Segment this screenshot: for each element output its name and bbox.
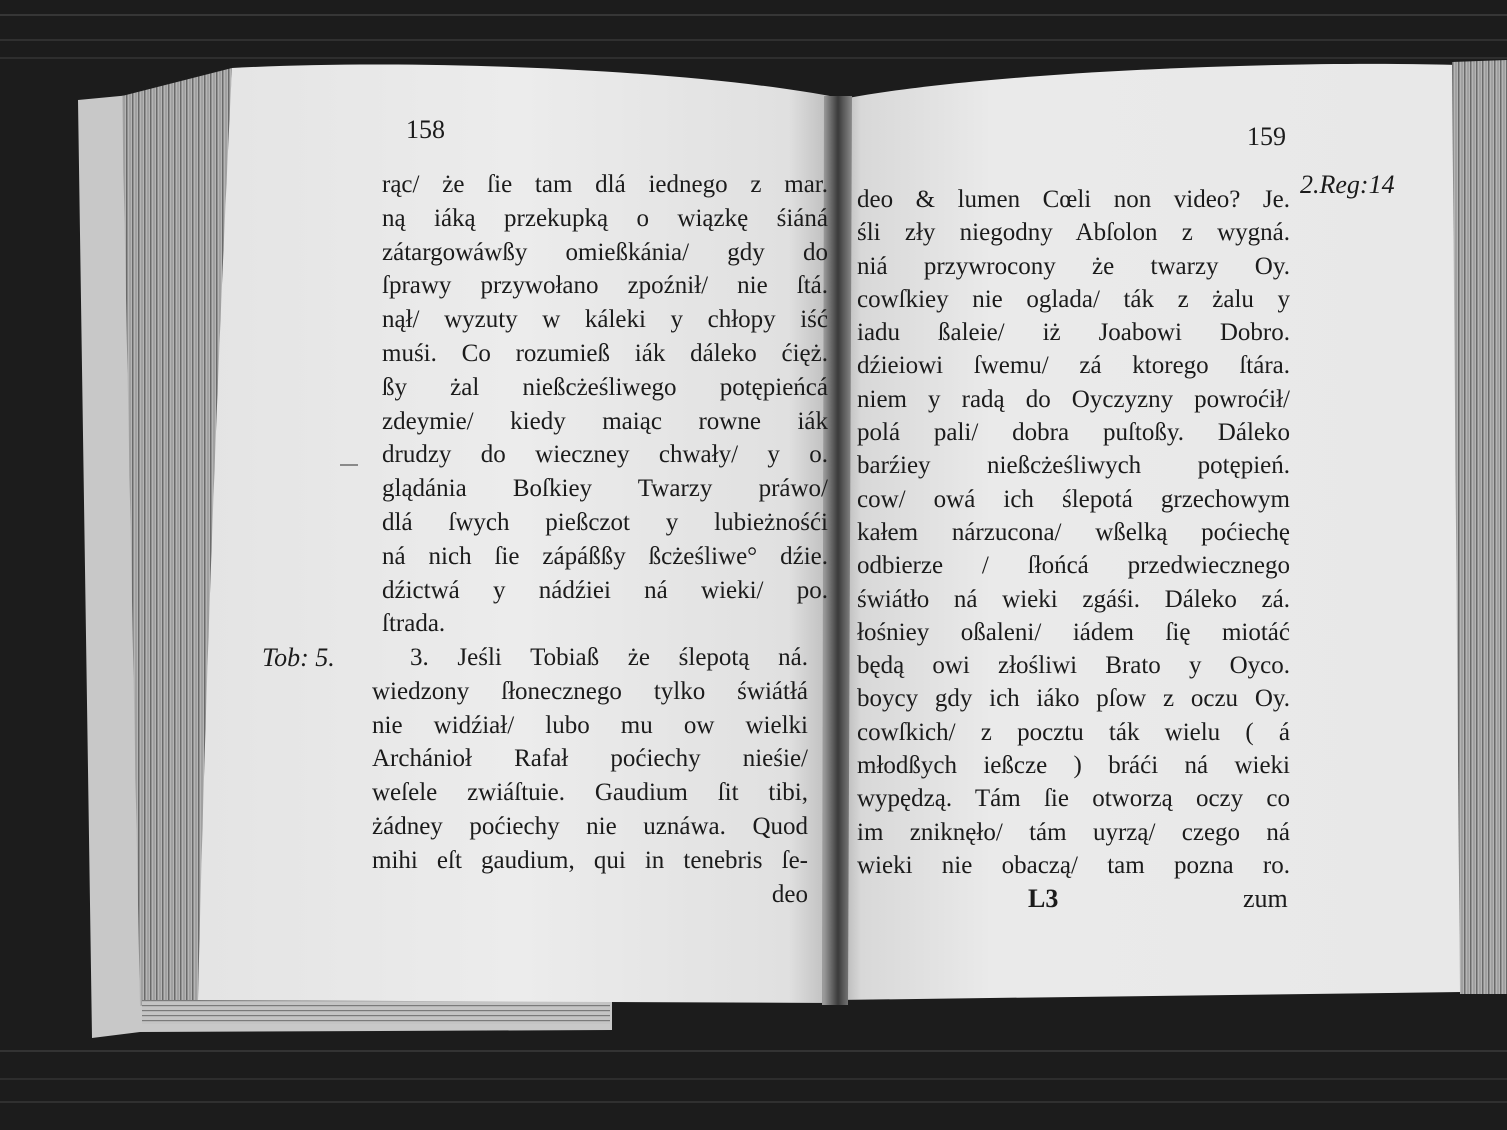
scan-line [0, 39, 1507, 41]
scan-line [0, 1101, 1507, 1103]
text-line: wieki nie obaczą/ tam pozna ro. [857, 851, 1290, 879]
text-line: boycy gdy ich iáko pſow z oczu Oy. [857, 685, 1290, 713]
text-line: kałem nárzucona/ wßelką poćiechę [857, 518, 1290, 546]
text-line: łośniey oßaleni/ iádem ſię miotáć [857, 618, 1290, 646]
text-line: ną iáką przekupką o wiązkę śiáná [382, 204, 828, 232]
text-line: ſprawy przywołano zpoźnił/ nie ſtá. [382, 272, 828, 300]
text-line: Archánioł Rafał poćiechy nieśie/ [372, 745, 808, 773]
text-line: dlá ſwych pießczot y lubieżnośći [382, 508, 828, 536]
text-line: drudzy do wieczney chwały/ y o. [382, 441, 828, 469]
text-line: nie widźiał/ lubo mu ow wielki [372, 711, 808, 739]
text-line: cowſkiey nie oglada/ ták z żalu y [857, 285, 1290, 313]
text-line: weſele zwiáſtuie. Gaudium ſit tibi, [372, 779, 808, 807]
catchword-right: zum [1243, 884, 1288, 913]
text-line: nął/ wyzuty w káleki y chłopy iść [382, 306, 828, 334]
text-line: ßy żal nießcżeśliwego potępieńcá [382, 373, 828, 401]
text-line: zdeymie/ kiedy maiąc rowne iák [382, 407, 828, 435]
text-line: niá przywrocony że twarzy Oy. [857, 252, 1290, 280]
signature-mark: L3 [1028, 884, 1059, 913]
left-page-text-block [382, 168, 828, 641]
text-line: iadu ßaleie/ iż Joabowi Dobro. [857, 319, 1290, 347]
text-line: zátargowáwßy omießkánia/ gdy do [382, 238, 828, 266]
text-line: świátło ná wieki zgáśi. Dáleko zá. [857, 585, 1290, 613]
text-line: polá pali/ dobra puſtoßy. Dáleko [857, 419, 1290, 447]
text-line: barźiey nießcżeśliwych potępień. [857, 452, 1290, 480]
right-fore-edge [1452, 60, 1507, 994]
text-line: 3. Jeśli Tobiaß że ślepotą ná. [410, 644, 808, 671]
text-line: śli zły niegodny Abſolon z wygná. [857, 219, 1290, 247]
scan-line [0, 1050, 1507, 1052]
text-line: dźieiowi ſwemu/ zá ktorego ſtára. [857, 352, 1290, 380]
text-line: będą owi złośliwi Brato y Oyco. [857, 652, 1290, 680]
text-line: wiedzony ſłonecznego tylko świátłá [372, 677, 808, 705]
text-line: rąc/ że ſie tam dlá iednego z mar. [382, 171, 828, 198]
text-line: deo & lumen Cœli non video? Je. [857, 186, 1290, 213]
text-line: glądánia Boſkiey Twarzy práwo/ [382, 475, 828, 503]
text-line: ná nich ſie zápáßßy ßcżeśliwe° dźie. [382, 542, 828, 570]
text-line: cow/ owá ich ślepotá grzechowym [857, 485, 1290, 513]
text-line: im zniknęło/ tám uyrzą/ czego ná [857, 818, 1290, 846]
scan-line [0, 14, 1507, 16]
text-line: wypędzą. Tám ſie otworzą oczy co [857, 785, 1290, 813]
margin-note-left: Tob: 5. [262, 643, 335, 672]
margin-pencil-mark [340, 464, 358, 466]
right-page-text-block [857, 183, 1290, 882]
catchword-left: deo [771, 880, 808, 908]
scan-line [0, 1078, 1507, 1080]
text-line: muśi. Co rozumieß iák dáleko ćięż. [382, 339, 828, 367]
text-line: cowſkich/ z pocztu ták wielu ( á [857, 718, 1290, 746]
text-line: odbierze / ſłońcá przedwiecznego [857, 552, 1290, 580]
page-number-right: 159 [1247, 122, 1286, 151]
text-line: dźictwá y nádźiei ná wieki/ po. [382, 576, 828, 604]
text-line: ſtrada. [382, 610, 446, 638]
text-line: mihi eſt gaudium, qui in tenebris ſe- [372, 846, 808, 874]
bottom-page-edge [142, 1000, 610, 1024]
left-page-section-block [372, 641, 808, 911]
text-line: żádney poćiechy nie uznáwa. Quod [372, 812, 808, 840]
page-number-left: 158 [406, 115, 445, 144]
text-line: niem y radą do Oyczyzny powroćił/ [857, 385, 1290, 413]
text-line: młodßych ießcze ) bráći ná wieki [857, 752, 1290, 780]
scan-line [0, 57, 1507, 59]
margin-note-right: 2.Reg:14 [1300, 170, 1395, 199]
